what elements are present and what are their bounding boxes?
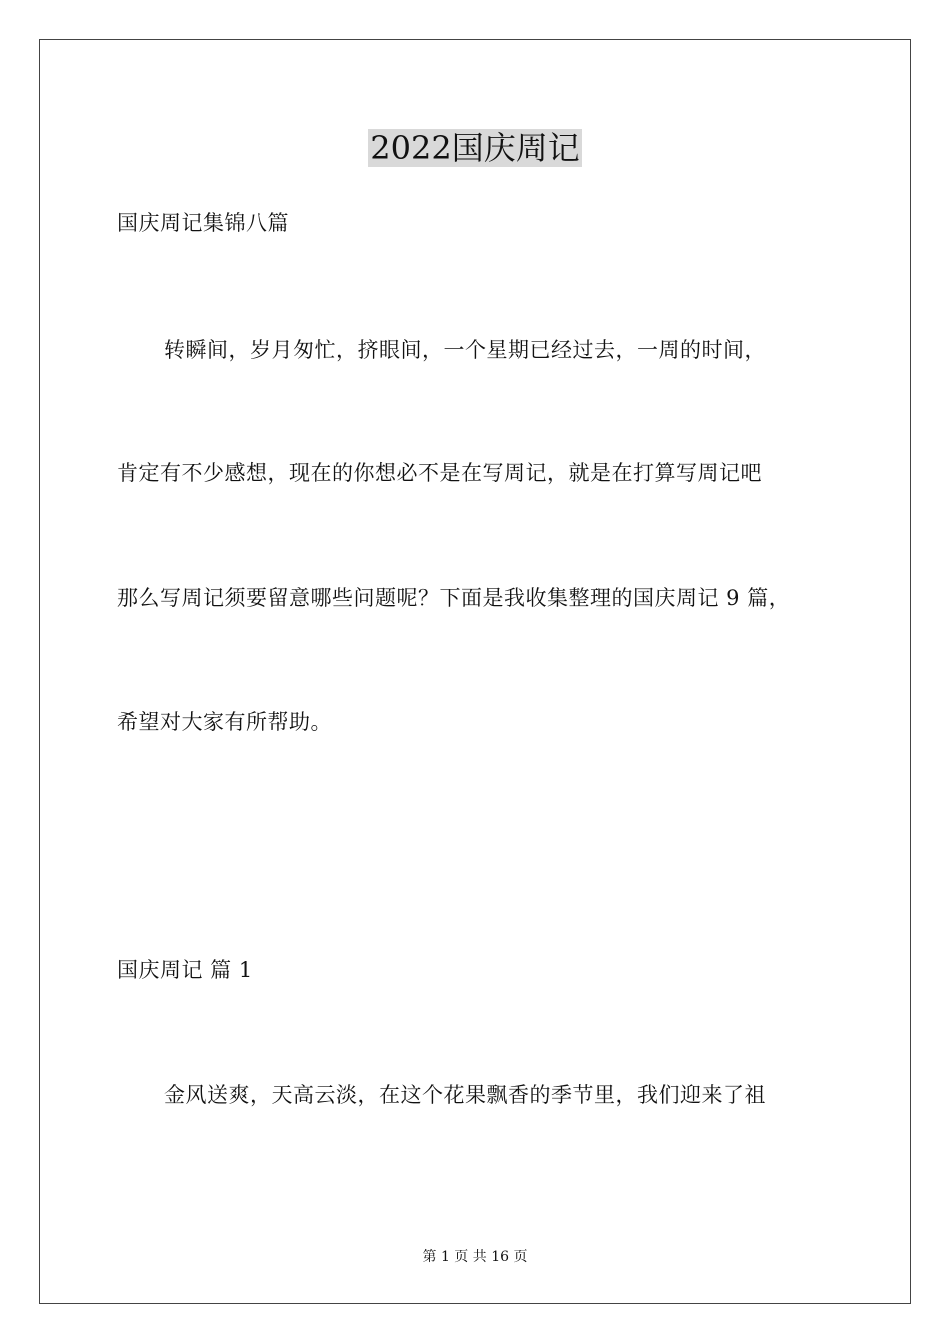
section-paragraph-line: 金风送爽，天高云淡，在这个花果飘香的季节里，我们迎来了祖 — [164, 1083, 766, 1107]
intro-paragraph-line: 转瞬间，岁月匆忙，挤眼间，一个星期已经过去，一周的时间， — [164, 338, 766, 362]
document-subtitle: 国庆周记集锦八篇 — [117, 211, 289, 235]
document-title — [0, 128, 950, 168]
intro-paragraph-line: 肯定有不少感想，现在的你想必不是在写周记，就是在打算写周记吧 — [117, 461, 762, 485]
page-footer: 第 1 页 共 16 页 — [422, 1249, 528, 1265]
document-title-text: 2022国庆周记 — [370, 129, 580, 167]
intro-paragraph-line: 那么写周记须要留意哪些问题呢？下面是我收集整理的国庆周记 9 篇， — [117, 586, 791, 610]
section-heading: 国庆周记 篇 1 — [117, 958, 253, 982]
intro-paragraph-line: 希望对大家有所帮助。 — [117, 710, 332, 734]
